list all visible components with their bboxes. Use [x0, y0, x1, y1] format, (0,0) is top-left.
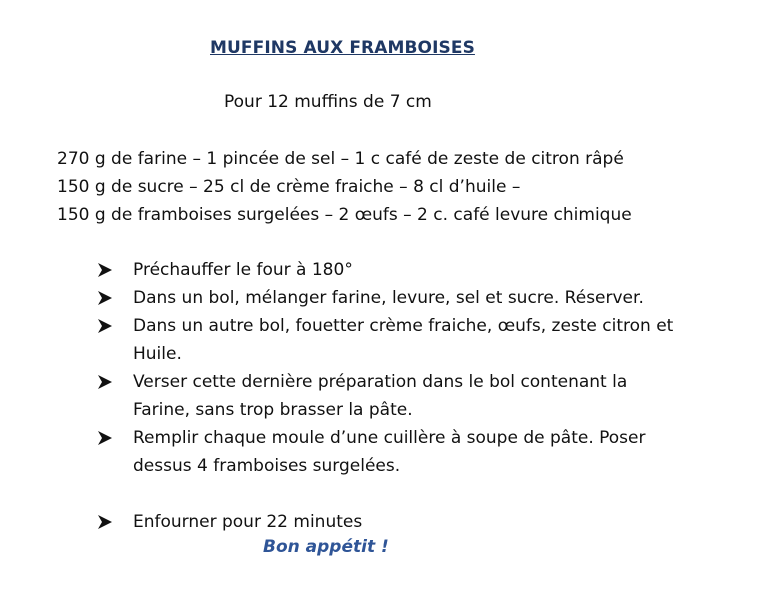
arrowhead-bullet-icon	[97, 312, 117, 340]
step-line: Verser cette dernière préparation dans le bol contenant la	[133, 372, 628, 392]
arrowhead-bullet-icon	[97, 284, 117, 312]
step-item	[97, 424, 737, 480]
step-line: Huile.	[133, 344, 182, 364]
step-line: Enfourner pour 22 minutes	[133, 512, 363, 532]
arrowhead-bullet-icon	[97, 424, 117, 452]
step-item	[97, 368, 737, 424]
servings-note: Pour 12 muffins de 7 cm	[224, 92, 432, 112]
step-item	[97, 284, 737, 312]
step-line: Remplir chaque moule d’une cuillère à soupe de pâte. Poser	[133, 428, 646, 448]
arrowhead-bullet-icon	[97, 508, 117, 536]
ingredients-list	[57, 145, 632, 229]
steps-list	[97, 256, 737, 536]
step-line: Dans un autre bol, fouetter crème fraiche, œufs, zeste citron et	[133, 316, 674, 336]
step-line: Dans un bol, mélanger farine, levure, sel et sucre. Réserver.	[133, 288, 644, 308]
step-item	[97, 256, 737, 284]
ingredient-line: 150 g de framboises surgelées – 2 œufs – 2 c. café levure chimique	[57, 205, 632, 225]
recipe-title: MUFFINS AUX FRAMBOISES	[210, 38, 475, 58]
step-line: Farine, sans trop brasser la pâte.	[133, 400, 413, 420]
arrowhead-bullet-icon	[97, 256, 117, 284]
step-item	[97, 312, 737, 368]
step-item	[97, 508, 737, 536]
step-line: Préchauffer le four à 180°	[133, 260, 353, 280]
arrowhead-bullet-icon	[97, 368, 117, 396]
ingredient-line: 270 g de farine – 1 pincée de sel – 1 c café de zeste de citron râpé	[57, 149, 624, 169]
step-line: dessus 4 framboises surgelées.	[133, 456, 401, 476]
closing-wish: Bon appétit !	[263, 537, 389, 557]
ingredient-line: 150 g de sucre – 25 cl de crème fraiche – 8 cl d’huile –	[57, 177, 521, 197]
